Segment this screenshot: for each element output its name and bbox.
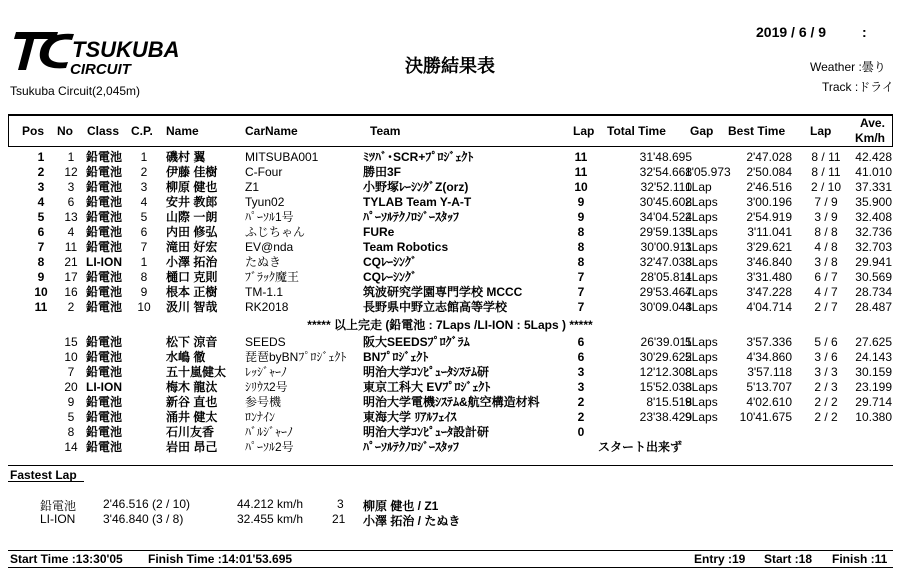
best-time: 4'34.860 <box>746 350 792 364</box>
gap: 5Laps <box>685 335 718 349</box>
gap: 1'05.973 <box>685 165 731 179</box>
team-name: Team Robotics <box>363 240 449 254</box>
car-number: 13 <box>64 210 78 224</box>
average-speed: 32.408 <box>855 210 892 224</box>
laps: 6 <box>577 335 585 349</box>
table-header-border <box>8 146 893 147</box>
fastest-no: 3 <box>337 497 344 511</box>
team-name: ﾊﾟｰｿﾙﾃｸﾉﾛｼﾞｰｽﾀｯﾌ <box>363 210 460 224</box>
laps: 6 <box>577 350 585 364</box>
average-speed: 30.159 <box>855 365 892 379</box>
position: 2 <box>37 165 45 179</box>
venue-label: Tsukuba Circuit(2,045m) <box>10 84 141 98</box>
position: 9 <box>37 270 45 284</box>
results-row <box>8 180 893 195</box>
average-speed: 30.569 <box>855 270 892 284</box>
class: 鉛電池 <box>86 425 123 439</box>
class-position: 2 <box>140 165 148 179</box>
best-lap: 6 / 7 <box>814 270 838 284</box>
class-position: 1 <box>140 255 148 269</box>
best-lap: 2 / 3 <box>814 380 838 394</box>
average-speed: 29.714 <box>855 395 892 409</box>
driver-name: 小澤 拓治 <box>166 255 218 269</box>
results-row <box>8 195 893 210</box>
best-time: 3'47.228 <box>746 285 792 299</box>
class: 鉛電池 <box>86 395 123 409</box>
entry-count: Entry :19 <box>694 552 746 566</box>
position: 3 <box>37 180 45 194</box>
best-lap: 4 / 7 <box>814 285 838 299</box>
position: 11 <box>34 300 48 314</box>
laps: 7 <box>577 300 585 314</box>
class: 鉛電池 <box>86 335 123 349</box>
best-lap: 3 / 9 <box>814 210 838 224</box>
col-name: Name <box>166 124 199 138</box>
car-number: 20 <box>64 380 78 394</box>
team-name: 長野県中野立志館高等学校 <box>363 300 508 314</box>
results-row <box>8 210 893 225</box>
average-speed: 24.143 <box>855 350 892 364</box>
car-name: ﾊﾟｰｿﾙ2号 <box>245 440 294 454</box>
total-time: 32'52.110 <box>640 180 692 194</box>
col-best-time: Best Time <box>728 124 786 138</box>
class: 鉛電池 <box>86 225 123 239</box>
team-name: 東海大学 ﾘｱﾙﾌｪｲｽ <box>363 410 457 424</box>
total-time: 12'12.308 <box>639 365 692 379</box>
team-name: ﾊﾟｰｿﾙﾃｸﾉﾛｼﾞｰｽﾀｯﾌ <box>363 440 460 454</box>
laps: 8 <box>577 240 585 254</box>
driver-name: 柳原 健也 <box>166 180 218 194</box>
driver-name: 岩田 昂己 <box>166 440 218 454</box>
best-lap: 3 / 3 <box>814 365 838 379</box>
fastest-no: 21 <box>332 512 346 526</box>
unclassified-row <box>8 335 893 350</box>
fastest-title-underline <box>8 481 84 482</box>
best-lap: 7 / 9 <box>814 195 838 209</box>
position: 4 <box>37 195 45 209</box>
car-name: RK2018 <box>245 300 289 314</box>
car-number: 15 <box>64 335 78 349</box>
best-lap: 3 / 6 <box>814 350 838 364</box>
fastest-driver: 小澤 拓治 / たぬき <box>363 514 461 528</box>
average-speed: 27.625 <box>855 335 892 349</box>
car-number: 14 <box>64 440 78 454</box>
best-time: 3'46.840 <box>746 255 792 269</box>
car-name: 参号機 <box>245 395 282 409</box>
laps: 8 <box>577 225 585 239</box>
best-lap: 8 / 11 <box>811 165 841 179</box>
car-name: ﾚｯｼﾞｬｰﾉ <box>245 365 288 379</box>
average-speed: 29.941 <box>855 255 892 269</box>
gap: 3Laps <box>685 225 718 239</box>
laps: 3 <box>577 380 585 394</box>
car-number: 7 <box>67 365 75 379</box>
team-name: 明治大学ｺﾝﾋﾟｭｰﾀ設計研 <box>363 425 490 439</box>
svg-text:CIRCUIT: CIRCUIT <box>70 61 131 78</box>
total-time: 32'47.038 <box>639 255 692 269</box>
table-right-border <box>892 114 893 147</box>
laps: 2 <box>577 395 585 409</box>
gap: 9Laps <box>685 395 718 409</box>
class: LI-ION <box>86 255 122 269</box>
unclassified-row <box>8 425 893 440</box>
best-lap: 2 / 10 <box>810 180 842 194</box>
laps: 3 <box>577 365 585 379</box>
gap: 2Laps <box>685 195 718 209</box>
start-count: Start :18 <box>764 552 813 566</box>
class: 鉛電池 <box>86 410 123 424</box>
best-lap: 8 / 11 <box>811 150 841 164</box>
gap: 9Laps <box>685 410 718 424</box>
laps: 9 <box>577 210 585 224</box>
unclassified-row <box>8 380 893 395</box>
team-name: 明治大学ｺﾝﾋﾟｭｰﾀｼｽﾃﾑ研 <box>363 365 490 379</box>
gap: 4Laps <box>685 285 718 299</box>
team-name: 阪大SEEDSﾌﾟﾛｸﾞﾗﾑ <box>363 335 470 349</box>
team-name: 勝田3F <box>363 165 402 179</box>
average-speed: 28.487 <box>855 300 892 314</box>
total-time: 23'38.429 <box>639 410 692 424</box>
car-name: Tyun02 <box>245 195 285 209</box>
gap: 1Lap <box>685 180 712 194</box>
car-name: たぬき <box>245 255 282 269</box>
car-number: 3 <box>67 180 75 194</box>
class: 鉛電池 <box>86 180 123 194</box>
total-time: 28'05.811 <box>640 270 692 284</box>
total-time: 32'54.668 <box>639 165 692 179</box>
class-position: 5 <box>140 210 148 224</box>
start-time: Start Time :13:30'05 <box>10 552 123 566</box>
class-position: 3 <box>140 180 148 194</box>
average-speed: 28.734 <box>855 285 892 299</box>
col-total-time: Total Time <box>607 124 666 138</box>
position: 8 <box>37 255 45 269</box>
car-number: 2 <box>67 300 75 314</box>
average-speed: 10.380 <box>855 410 892 424</box>
driver-name: 山際 一朗 <box>166 210 218 224</box>
class-position: 9 <box>140 285 148 299</box>
results-row <box>8 270 893 285</box>
col-best-lap: Lap <box>810 124 832 138</box>
laps: 0 <box>577 425 585 439</box>
total-time: 29'53.467 <box>639 285 692 299</box>
class: 鉛電池 <box>86 165 123 179</box>
team-name: 小野塚ﾚｰｼﾝｸﾞZ(orz) <box>363 180 469 194</box>
car-number: 6 <box>67 195 75 209</box>
col-lap: Lap <box>573 124 595 138</box>
col-cp: C.P. <box>131 124 153 138</box>
car-number: 5 <box>67 410 75 424</box>
team-name: TYLAB Team Y-A-T <box>363 195 472 209</box>
footer-top-border <box>8 550 893 551</box>
results-row <box>8 225 893 240</box>
laps: 11 <box>574 150 588 164</box>
class: 鉛電池 <box>86 350 123 364</box>
gap: 3Laps <box>685 240 718 254</box>
table-left-border <box>8 114 9 147</box>
gap: 4Laps <box>685 300 718 314</box>
class: LI-ION <box>86 380 122 394</box>
car-name: EV@nda <box>245 240 294 254</box>
unclassified-row <box>8 410 893 425</box>
total-time: 30'00.911 <box>640 240 692 254</box>
average-speed: 42.428 <box>855 150 892 164</box>
driver-name: 安井 教郎 <box>166 195 218 209</box>
best-time: 2'50.084 <box>746 165 792 179</box>
total-time: 30'29.622 <box>639 350 692 364</box>
gap: 4Laps <box>685 270 718 284</box>
team-name: 明治大学電機ｼｽﾃﾑ&航空構造材料 <box>363 395 540 409</box>
results-row <box>8 285 893 300</box>
car-name: ﾊﾞﾙｼﾞｬｰﾉ <box>245 425 294 439</box>
car-number: 10 <box>64 350 78 364</box>
laps: 8 <box>577 255 585 269</box>
col-no: No <box>57 124 73 138</box>
best-time: 3'29.621 <box>746 240 792 254</box>
best-time: 4'02.610 <box>746 395 792 409</box>
gap: 8Laps <box>685 365 718 379</box>
unclassified-row <box>8 350 893 365</box>
team-name: CQﾚｰｼﾝｸﾞ <box>363 255 418 269</box>
laps: 7 <box>577 285 585 299</box>
best-lap: 2 / 7 <box>814 300 838 314</box>
total-time: 31'48.695 <box>639 150 692 164</box>
fastest-time: 3'46.840 (3 / 8) <box>103 512 184 526</box>
class-position: 6 <box>140 225 148 239</box>
team-name: 筑波研究学園専門学校 MCCC <box>363 285 523 299</box>
unclassified-row <box>8 440 893 455</box>
car-name: ﾊﾟｰｿﾙ1号 <box>245 210 294 224</box>
car-number: 8 <box>67 425 75 439</box>
driver-name: 根本 正樹 <box>166 285 218 299</box>
class: 鉛電池 <box>86 150 123 164</box>
best-time: 2'46.516 <box>746 180 792 194</box>
car-name: ﾛﾝﾅｲﾝ <box>245 410 276 424</box>
class: 鉛電池 <box>86 365 123 379</box>
car-name: ふじちゃん <box>245 225 306 239</box>
car-name: Z1 <box>245 180 260 194</box>
total-time: 15'52.033 <box>639 380 692 394</box>
total-time: 29'59.135 <box>639 225 692 239</box>
weather-label: Weather :曇り <box>810 60 886 74</box>
class: 鉛電池 <box>86 270 123 284</box>
position: 1 <box>37 150 45 164</box>
best-time: 3'00.196 <box>746 195 792 209</box>
best-lap: 8 / 8 <box>814 225 838 239</box>
fastest-speed: 32.455 km/h <box>237 512 304 526</box>
average-speed: 35.900 <box>855 195 892 209</box>
car-name: ﾌﾞﾗｯｸ魔王 <box>245 270 300 284</box>
driver-name: 樋口 克則 <box>166 270 218 284</box>
fastest-top-border <box>8 465 893 466</box>
table-top-border <box>8 114 893 116</box>
best-lap: 4 / 8 <box>814 240 838 254</box>
col-car: CarName <box>245 124 298 138</box>
fastest-time: 2'46.516 (2 / 10) <box>103 497 191 511</box>
race-date: 2019 / 6 / 9 <box>756 24 827 40</box>
driver-name: 滝田 好宏 <box>166 240 218 254</box>
average-speed: 41.010 <box>855 165 892 179</box>
results-row <box>8 300 893 315</box>
class: 鉛電池 <box>86 285 123 299</box>
best-time: 3'57.118 <box>747 365 792 379</box>
page-title: 決勝結果表 <box>405 56 495 76</box>
team-name: BNﾌﾟﾛｼﾞｪｸﾄ <box>363 350 429 364</box>
average-speed: 32.703 <box>855 240 892 254</box>
gap: 5Laps <box>685 350 718 364</box>
col-gap: Gap <box>690 124 714 138</box>
fastest-class: LI-ION <box>40 512 76 526</box>
total-time: 26'39.011 <box>640 335 692 349</box>
car-name: MITSUBA001 <box>245 150 319 164</box>
class: 鉛電池 <box>86 210 123 224</box>
best-lap: 2 / 2 <box>814 395 838 409</box>
class: 鉛電池 <box>86 440 123 454</box>
position: 5 <box>37 210 45 224</box>
total-time: スタート出来ず <box>598 440 683 454</box>
class-position: 1 <box>140 150 148 164</box>
total-time: 8'15.518 <box>646 395 692 409</box>
finish-count: Finish :11 <box>832 552 888 566</box>
average-speed: 32.736 <box>855 225 892 239</box>
car-name: SEEDS <box>245 335 286 349</box>
best-lap: 5 / 6 <box>814 335 838 349</box>
col-class: Class <box>87 124 120 138</box>
best-time: 3'31.480 <box>746 270 792 284</box>
car-number: 17 <box>64 270 78 284</box>
average-speed: 37.331 <box>855 180 892 194</box>
position: 6 <box>37 225 45 239</box>
fastest-lap-title: Fastest Lap <box>10 468 77 482</box>
driver-name: 磯村 翼 <box>166 150 206 164</box>
car-number: 12 <box>64 165 78 179</box>
results-row <box>8 255 893 270</box>
track-condition-label: Track :ドライ <box>822 80 894 94</box>
footer-bottom-border <box>8 567 893 568</box>
car-number: 11 <box>64 240 78 254</box>
driver-name: 内田 修弘 <box>166 225 218 239</box>
laps: 10 <box>574 180 588 194</box>
col-pos: Pos <box>22 124 45 138</box>
fastest-class: 鉛電池 <box>40 499 77 513</box>
best-time: 2'54.919 <box>746 210 792 224</box>
driver-name: 五十嵐健太 <box>166 365 227 379</box>
best-time: 10'41.675 <box>739 410 792 424</box>
best-lap: 2 / 2 <box>814 410 838 424</box>
class: 鉛電池 <box>86 240 123 254</box>
svg-text:TSUKUBA: TSUKUBA <box>72 37 180 62</box>
laps: 2 <box>577 410 585 424</box>
car-number: 21 <box>64 255 78 269</box>
gap: 2Laps <box>685 210 718 224</box>
fastest-speed: 44.212 km/h <box>237 497 304 511</box>
results-row <box>8 165 893 180</box>
class-position: 8 <box>140 270 148 284</box>
race-time-placeholder: : <box>862 24 867 40</box>
team-name: CQﾚｰｼﾝｸﾞ <box>363 270 418 284</box>
car-name: ｼﾘｳｽ2号 <box>245 380 288 394</box>
driver-name: 梅木 龍汰 <box>166 380 218 394</box>
driver-name: 涌井 健太 <box>166 410 218 424</box>
results-row <box>8 240 893 255</box>
driver-name: 汲川 智哉 <box>166 300 218 314</box>
class: 鉛電池 <box>86 195 123 209</box>
class: 鉛電池 <box>86 300 123 314</box>
car-number: 4 <box>67 225 75 239</box>
gap: 8Laps <box>685 380 718 394</box>
gap: 3Laps <box>685 255 718 269</box>
position: 10 <box>34 285 48 299</box>
driver-name: 水嶋 徹 <box>166 350 206 364</box>
best-time: 3'57.336 <box>746 335 792 349</box>
car-name: TM-1.1 <box>245 285 284 299</box>
average-speed: 23.199 <box>855 380 892 394</box>
car-number: 16 <box>64 285 78 299</box>
best-time: 3'11.041 <box>747 225 792 239</box>
best-lap: 3 / 8 <box>814 255 838 269</box>
team-name: ﾐﾂﾊﾞ･SCR+ﾌﾟﾛｼﾞｪｸﾄ <box>363 150 474 164</box>
col-team: Team <box>370 124 401 138</box>
total-time: 30'45.608 <box>639 195 692 209</box>
position: 7 <box>37 240 45 254</box>
unclassified-row <box>8 395 893 410</box>
completion-note: ***** 以上完走 (鉛電池 : 7Laps /LI-ION : 5Laps ) ***** <box>307 318 593 332</box>
car-number: 1 <box>67 150 75 164</box>
laps: 9 <box>577 195 585 209</box>
driver-name: 松下 涼音 <box>166 335 218 349</box>
class-position: 7 <box>140 240 148 254</box>
car-name: C-Four <box>245 165 283 179</box>
total-time: 30'09.043 <box>639 300 692 314</box>
col-ave-unit: Km/h <box>855 131 885 145</box>
driver-name: 伊藤 佳樹 <box>166 165 218 179</box>
laps: 11 <box>574 165 588 179</box>
col-ave: Ave. <box>860 116 885 130</box>
best-time: 5'13.707 <box>746 380 792 394</box>
car-name: 琵琶byBNﾌﾟﾛｼﾞｪｸﾄ <box>245 350 347 364</box>
team-name: FURe <box>363 225 395 239</box>
unclassified-row <box>8 365 893 380</box>
total-time: 34'04.524 <box>639 210 692 224</box>
driver-name: 石川友香 <box>166 425 215 439</box>
car-number: 9 <box>67 395 75 409</box>
driver-name: 新谷 直也 <box>166 395 218 409</box>
class-position: 4 <box>140 195 148 209</box>
best-time: 4'04.714 <box>746 300 792 314</box>
class-position: 10 <box>137 300 151 314</box>
best-time: 2'47.028 <box>746 150 792 164</box>
laps: 7 <box>577 270 585 284</box>
finish-time: Finish Time :14:01'53.695 <box>148 552 293 566</box>
team-name: 東京工科大 EVﾌﾟﾛｼﾞｪｸﾄ <box>363 380 491 394</box>
results-row <box>8 150 893 165</box>
fastest-driver: 柳原 健也 / Z1 <box>363 499 439 513</box>
